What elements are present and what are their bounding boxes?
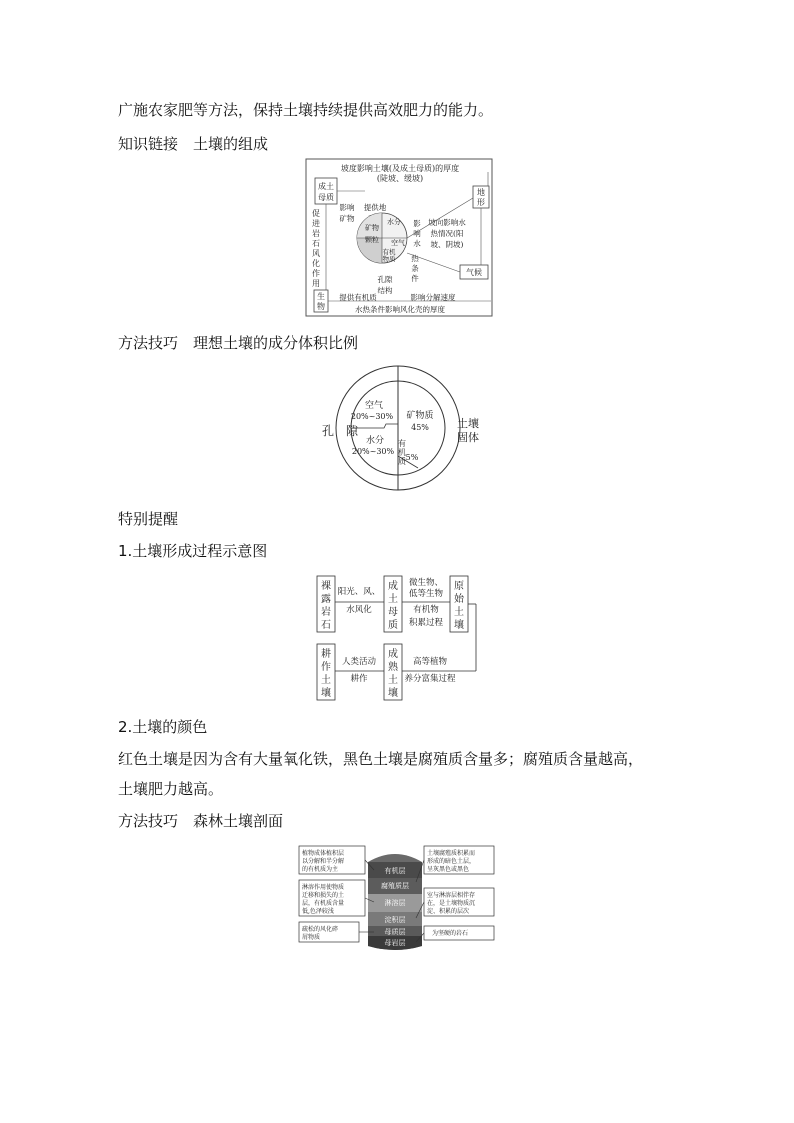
svg-text:土壤腐殖质积累而: 土壤腐殖质积累而 [427,850,476,857]
svg-text:固体: 固体 [457,431,479,444]
item-soil-color: 2.土壤的颜色 [118,718,208,736]
svg-text:形成的暗色土层，: 形成的暗色土层， [427,858,476,865]
svg-text:促: 促 [312,209,320,218]
svg-text:淋溶层: 淋溶层 [384,899,406,907]
svg-text:20%~30%: 20%~30% [351,447,395,456]
svg-text:坡、阴坡): 坡、阴坡) [430,240,464,249]
svg-text:层，有机质含量: 层，有机质含量 [302,900,345,907]
intro-line: 广施农家肥等方法，保持土壤持续提供高效肥力的能力。 [118,101,494,119]
svg-text:以分解和半分解: 以分解和半分解 [302,858,345,865]
svg-text:矿物: 矿物 [365,224,379,232]
svg-text:高等植物: 高等植物 [412,657,448,667]
svg-text:热情况(阳: 热情况(阳 [430,229,464,238]
forest-soil-profile-diagram [298,842,496,954]
svg-text:成: 成 [388,649,398,660]
svg-text:母: 母 [388,607,398,618]
svg-text:结构: 结构 [377,286,393,295]
soil-formation-diagram [312,572,484,702]
svg-text:积累过程: 积累过程 [408,618,444,628]
svg-text:石: 石 [321,620,331,631]
svg-text:孔隙: 孔隙 [377,275,393,284]
svg-text:母岩层: 母岩层 [384,939,406,947]
svg-text:有机层: 有机层 [384,867,406,875]
diag-provide-1: 提供地 [363,203,387,212]
diag-parent-1: 成土 [318,182,334,191]
svg-text:作: 作 [312,269,320,278]
diag-parent-2: 母质 [318,193,334,202]
svg-text:土: 土 [454,607,464,618]
svg-text:呈灰黑色或黑色: 呈灰黑色或黑色 [427,866,470,873]
item-soil-formation: 1.土壤形成过程示意图 [118,542,268,560]
svg-text:腐殖质层: 腐殖质层 [381,882,409,890]
svg-text:水风化: 水风化 [346,605,372,615]
section-heading-forest-soil-profile: 方法技巧 森林土壤剖面 [118,812,284,830]
svg-text:作: 作 [321,662,331,673]
diag-top: 坡度影响土壤(及成土母质)的厚度 [340,164,460,173]
svg-text:气候: 气候 [466,268,482,277]
svg-text:始: 始 [454,594,464,605]
svg-text:土: 土 [388,594,398,605]
svg-text:熟: 熟 [388,662,398,673]
svg-text:有机: 有机 [382,248,396,256]
diag-top2: (陡坡、缓坡) [376,174,424,183]
svg-text:矿物质: 矿物质 [406,411,434,421]
soil-composition-diagram [305,158,495,318]
svg-text:5%: 5% [405,453,419,462]
svg-text:岩: 岩 [312,229,320,238]
svg-text:质: 质 [398,457,406,466]
svg-text:养分富集过程: 养分富集过程 [404,674,456,684]
svg-text:石: 石 [312,239,320,248]
svg-text:母质层: 母质层 [384,928,406,936]
svg-text:室与淋溶层相伴存: 室与淋溶层相伴存 [427,892,476,899]
svg-text:件: 件 [411,274,419,283]
section-heading-special-reminder: 特别提醒 [118,510,179,528]
svg-text:机: 机 [398,448,406,457]
svg-text:有机物: 有机物 [413,605,439,615]
svg-text:迁移和损失的土: 迁移和损失的土 [302,892,345,899]
soil-color-paragraph-2: 土壤肥力越高。 [118,780,224,798]
svg-text:响: 响 [413,229,421,238]
svg-text:生: 生 [317,292,325,301]
svg-text:人类活动: 人类活动 [341,657,377,667]
soil-volume-ratio-diagram [322,364,482,492]
svg-text:的有机质为主: 的有机质为主 [302,866,339,873]
svg-text:岩: 岩 [321,607,331,618]
svg-text:裸: 裸 [321,581,331,592]
svg-text:物: 物 [317,302,325,311]
diag-mineral-1: 影响 [339,203,355,212]
svg-text:壤: 壤 [321,688,331,699]
svg-text:质: 质 [388,620,398,631]
svg-text:风: 风 [312,249,320,258]
svg-text:进: 进 [312,219,320,228]
svg-text:条: 条 [411,264,419,273]
svg-text:壤: 壤 [388,688,398,699]
diag-mineral-2: 矿物 [339,214,355,223]
svg-text:成: 成 [388,581,398,592]
svg-text:阳光、风、: 阳光、风、 [337,587,381,597]
svg-text:水分: 水分 [365,436,385,446]
svg-text:有: 有 [398,439,406,448]
section-heading-volume-ratio: 方法技巧 理想土壤的成分体积比例 [118,334,359,352]
svg-text:颗粒: 颗粒 [365,236,379,244]
svg-text:屑物质: 屑物质 [302,934,321,941]
svg-text:影: 影 [413,219,421,228]
svg-text:水分: 水分 [387,218,401,226]
svg-text:地: 地 [477,188,485,197]
svg-text:用: 用 [312,279,320,288]
svg-text:淀、积累的层次: 淀、积累的层次 [427,908,470,915]
svg-text:壤: 壤 [454,620,464,631]
section-heading-soil-composition: 知识链接 土壤的组成 [118,135,269,153]
svg-text:疏松的风化碎: 疏松的风化碎 [302,926,339,933]
svg-text:空气: 空气 [391,239,405,247]
svg-text:低等生物: 低等生物 [408,589,444,599]
svg-text:物质: 物质 [382,255,396,263]
svg-text:植物成体植积层: 植物成体植积层 [302,850,345,857]
svg-text:孔 隙: 孔 隙 [322,424,359,438]
svg-text:淋溶作用使物质: 淋溶作用使物质 [302,884,345,891]
svg-text:低,色泽较浅: 低,色泽较浅 [302,908,334,915]
svg-text:化: 化 [312,259,320,268]
svg-text:土: 土 [321,675,331,686]
svg-text:坡向影响水: 坡向影响水 [428,218,466,227]
svg-text:耕: 耕 [321,649,331,660]
svg-text:水: 水 [413,239,421,248]
soil-color-paragraph-1: 红色土壤是因为含有大量氧化铁，黑色土壤是腐殖质含量多；腐殖质含量越高， [118,750,644,768]
svg-text:热: 热 [411,254,419,263]
svg-text:淀积层: 淀积层 [384,916,406,924]
svg-text:土: 土 [388,675,398,686]
svg-text:为坚硬的岩石: 为坚硬的岩石 [432,930,469,937]
svg-text:原: 原 [454,581,464,592]
svg-text:空气: 空气 [364,401,384,411]
svg-text:形: 形 [477,198,485,207]
svg-text:提供有机质: 提供有机质 [339,293,377,302]
svg-text:露: 露 [321,594,331,605]
svg-text:在，是土壤物质沉: 在，是土壤物质沉 [427,900,476,907]
svg-text:土壤: 土壤 [457,417,479,430]
svg-text:45%: 45% [411,423,429,432]
svg-text:微生物、: 微生物、 [408,578,444,588]
svg-text:耕作: 耕作 [350,674,368,684]
svg-text:20%~30%: 20%~30% [350,412,394,421]
svg-text:水热条件影响风化壳的厚度: 水热条件影响风化壳的厚度 [355,305,445,314]
svg-text:影响分解速度: 影响分解速度 [410,293,456,302]
